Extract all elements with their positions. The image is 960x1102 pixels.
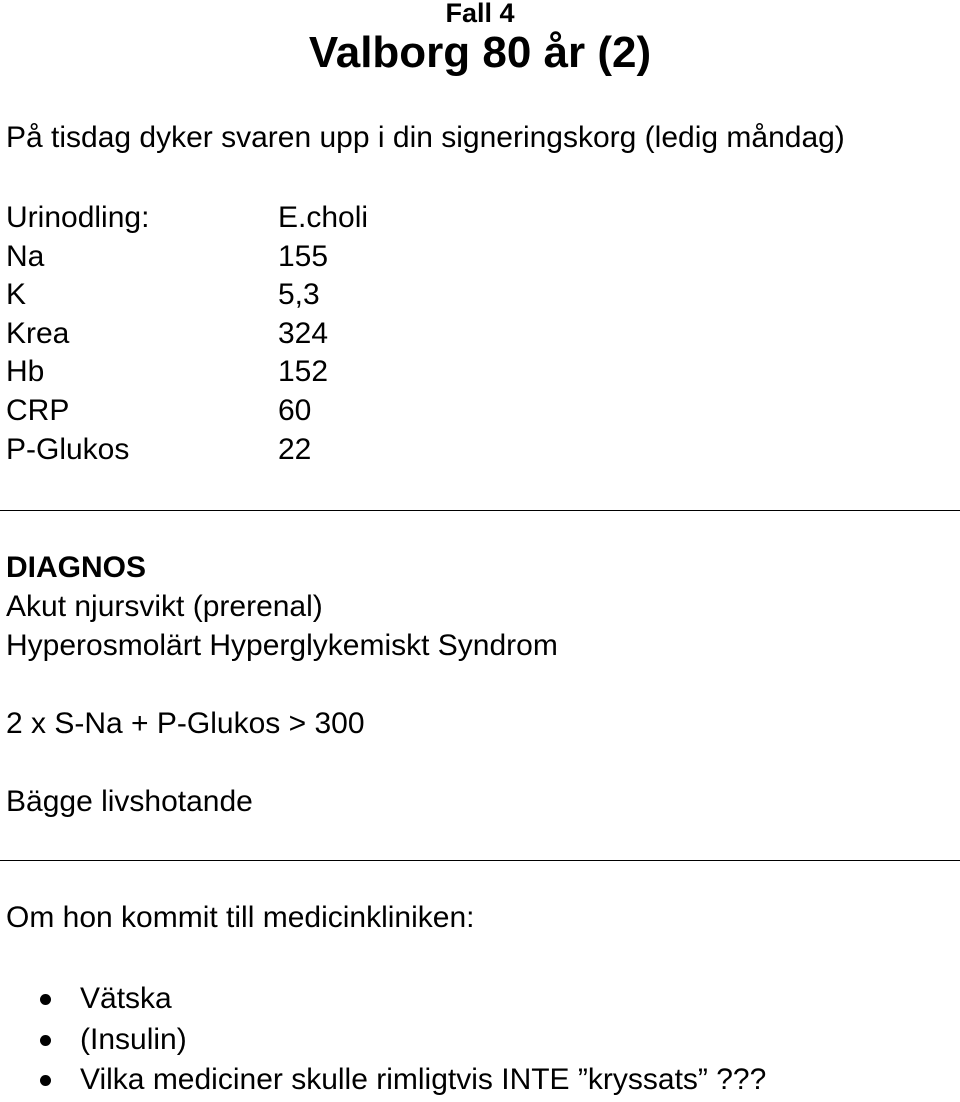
diagnosis-heading: DIAGNOS — [6, 551, 147, 584]
lab-value: 324 — [278, 316, 329, 350]
list-item — [0, 1021, 960, 1062]
list-item — [0, 980, 960, 1021]
diagnosis-note: Bägge livshotande — [6, 785, 253, 818]
lab-name: Krea — [6, 316, 70, 350]
list-item-text: Vilka mediciner skulle rimligtvis INTE ”kryssats” ??? — [80, 1063, 767, 1096]
lab-value: E.choli — [278, 201, 369, 234]
page-title: Valborg 80 år (2) — [308, 28, 652, 77]
lab-results-table — [6, 199, 506, 469]
bullet-icon — [40, 994, 51, 1005]
list-item — [0, 1061, 960, 1102]
lab-row — [6, 199, 506, 238]
lab-value: 152 — [278, 355, 329, 389]
lab-value: 22 — [278, 432, 312, 466]
lab-name: Hb — [6, 355, 45, 389]
osmolality-formula: 2 x S-Na + P-Glukos > 300 — [6, 707, 365, 740]
list-item-text: Vätska — [80, 982, 172, 1015]
treatment-list — [0, 980, 960, 1102]
section-divider — [0, 860, 960, 861]
diagnosis-item: Akut njursvikt (prerenal) — [6, 590, 323, 623]
lab-name: Na — [6, 239, 45, 273]
lab-name: Urinodling: — [6, 201, 150, 234]
lab-row — [6, 431, 506, 470]
lab-value: 60 — [278, 393, 312, 427]
diagnosis-item: Hyperosmolärt Hyperglykemiskt Syndrom — [6, 629, 558, 662]
lab-row — [6, 238, 506, 277]
lab-row — [6, 353, 506, 392]
lab-row — [6, 392, 506, 431]
bullet-icon — [40, 1075, 51, 1086]
bullet-icon — [40, 1035, 51, 1046]
lab-value: 5,3 — [278, 278, 320, 312]
lab-name: CRP — [6, 393, 70, 427]
section-divider — [0, 510, 960, 511]
lab-value: 155 — [278, 239, 329, 273]
list-item-text: (Insulin) — [80, 1022, 187, 1056]
lab-row — [6, 315, 506, 354]
case-label: Fall 4 — [445, 0, 515, 28]
lab-name: K — [6, 278, 27, 312]
medicine-heading: Om hon kommit till medicinkliniken: — [6, 901, 475, 934]
lab-row — [6, 276, 506, 315]
lab-name: P-Glukos — [6, 432, 130, 466]
intro-text: På tisdag dyker svaren upp i din signeringskorg (ledig måndag) — [6, 121, 845, 154]
